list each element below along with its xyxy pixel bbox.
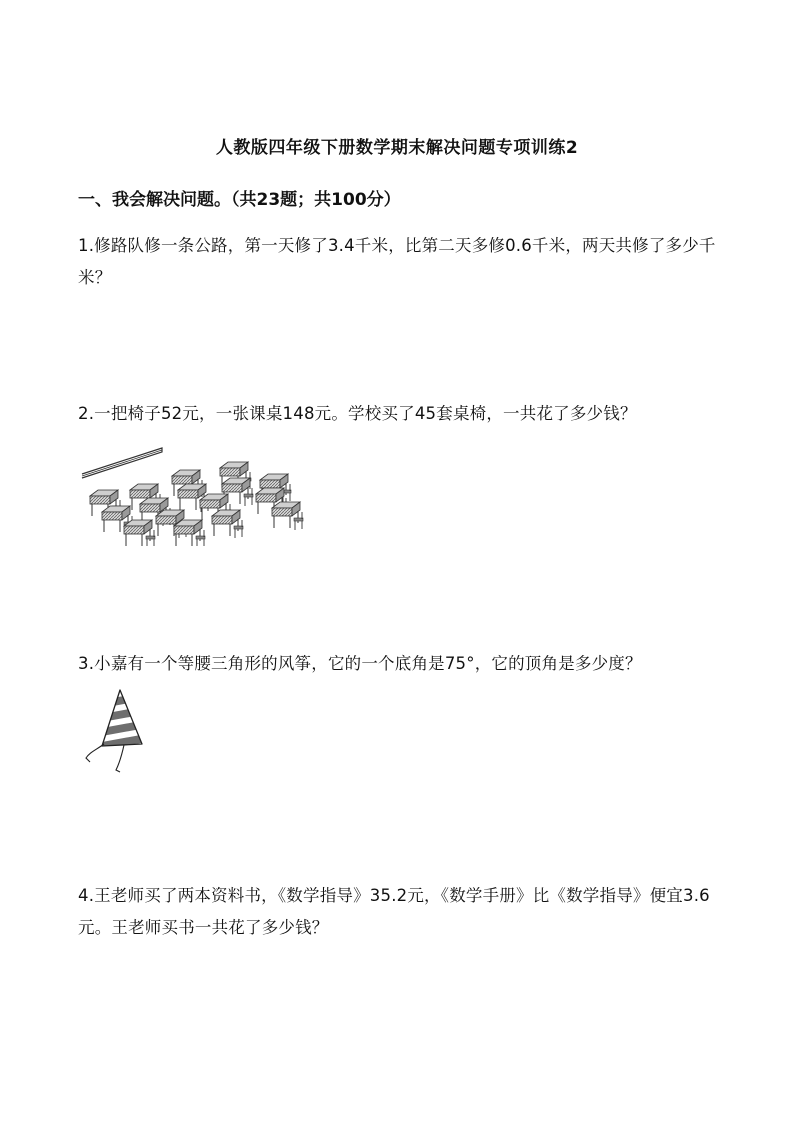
document-title: 人教版四年级下册数学期末解决问题专项训练2	[215, 138, 579, 158]
question-2	[78, 398, 726, 430]
question-number: 3.	[78, 654, 95, 673]
question-3	[78, 648, 726, 680]
triangle-kite-illustration	[80, 686, 146, 778]
question-text: 一把椅子52元，一张课桌148元。学校买了45套桌椅，一共花了多少钱？	[94, 404, 637, 423]
question-text: 小嘉有一个等腰三角形的风筝，它的一个底角是75°，它的顶角是多少度？	[94, 654, 642, 673]
question-4	[78, 880, 726, 944]
question-text: 修路队修一条公路，第一天修了3.4千米，比第二天多修0.6千米，两天共修了多少千米？	[78, 236, 716, 288]
question-number: 2.	[78, 404, 95, 423]
question-1	[78, 230, 726, 294]
question-number: 4.	[78, 886, 95, 905]
question-number: 1.	[78, 236, 95, 255]
question-text: 王老师买了两本资料书，《数学指导》35.2元，《数学手册》比《数学指导》便宜3.6元。王老师买书一共花了多少钱？	[78, 886, 710, 938]
classroom-desks-illustration	[80, 440, 306, 546]
section-heading: 一、我会解决问题。（共23题；共100分）	[78, 190, 401, 210]
